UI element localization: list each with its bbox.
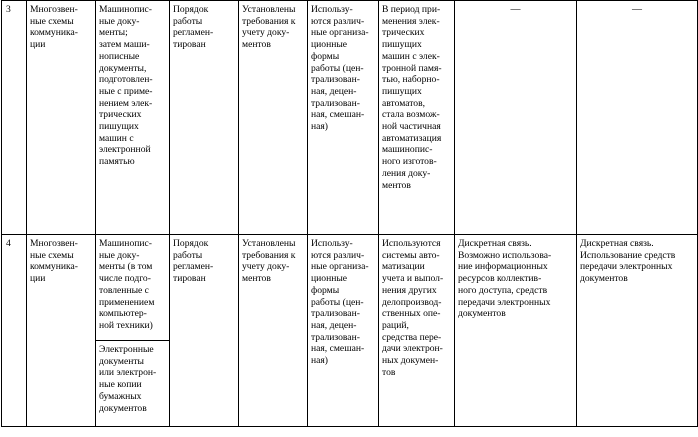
document-types-cell: Машинопис- ные доку- менты; затем маши- нописные документы, подготовлен- ные с приме- нением элек- трических пишущих машин с электронной памятью	[96, 1, 170, 235]
transfer-means-cell: Дискретная связь. Использование средств передачи электронных документов	[577, 235, 698, 427]
organization-forms-cell: Использу- ются различ- ные организа- ционные формы работы (цен- трализован- ная, децен- трализован- ная, смешан- ная)	[308, 1, 379, 235]
work-order-cell: Порядок работы регламен- тирован	[170, 235, 239, 427]
communication-type-cell: —	[455, 1, 577, 235]
row-number: 3	[2, 1, 27, 235]
communication-schemes-cell: Многозвен- ные схемы коммуника- ции	[27, 1, 96, 235]
document-types-cell: Машинопис- ные доку- менты (в том числе подго- товленные с применением компьютер- ной техники)	[96, 235, 170, 341]
electronic-documents-cell: Электронные документы или электрон- ные копии бумажных документов	[96, 341, 170, 427]
accounting-requirements-cell: Установлены требования к учету доку- ментов	[239, 235, 308, 427]
automation-cell: Используются системы авто- матизации учета и выпол- нения других делопроизвод- ственных опе- раций, средства пере- дачи электрон- ных докумен- тов	[379, 235, 455, 427]
row-number: 4	[2, 235, 27, 427]
table-row	[2, 1, 698, 235]
communication-type-cell: Дискретная связь. Возможно использова- ние информационных ресурсов коллектив- ного доступа, средств передачи электронных документов	[455, 235, 577, 427]
transfer-means-cell: —	[577, 1, 698, 235]
organization-forms-cell: Использу- ются различ- ные организа- ционные формы работы (цен- трализован- ная, децен- трализован- ная, смешан- ная)	[308, 235, 379, 427]
automation-cell: В период при- менения элек- трических пишущих машин с элек- тронной памя- тью, наборно- пишущих автоматов, стала возмож- ной частичная автоматизация машинопис- ного изготов- ления доку- ментов	[379, 1, 455, 235]
document-table	[1, 0, 698, 427]
table-row	[2, 235, 698, 341]
work-order-cell: Порядок работы регламен- тирован	[170, 1, 239, 235]
accounting-requirements-cell: Установлены требования к учету доку- ментов	[239, 1, 308, 235]
communication-schemes-cell: Многозвен- ные схемы коммуника- ции	[27, 235, 96, 427]
